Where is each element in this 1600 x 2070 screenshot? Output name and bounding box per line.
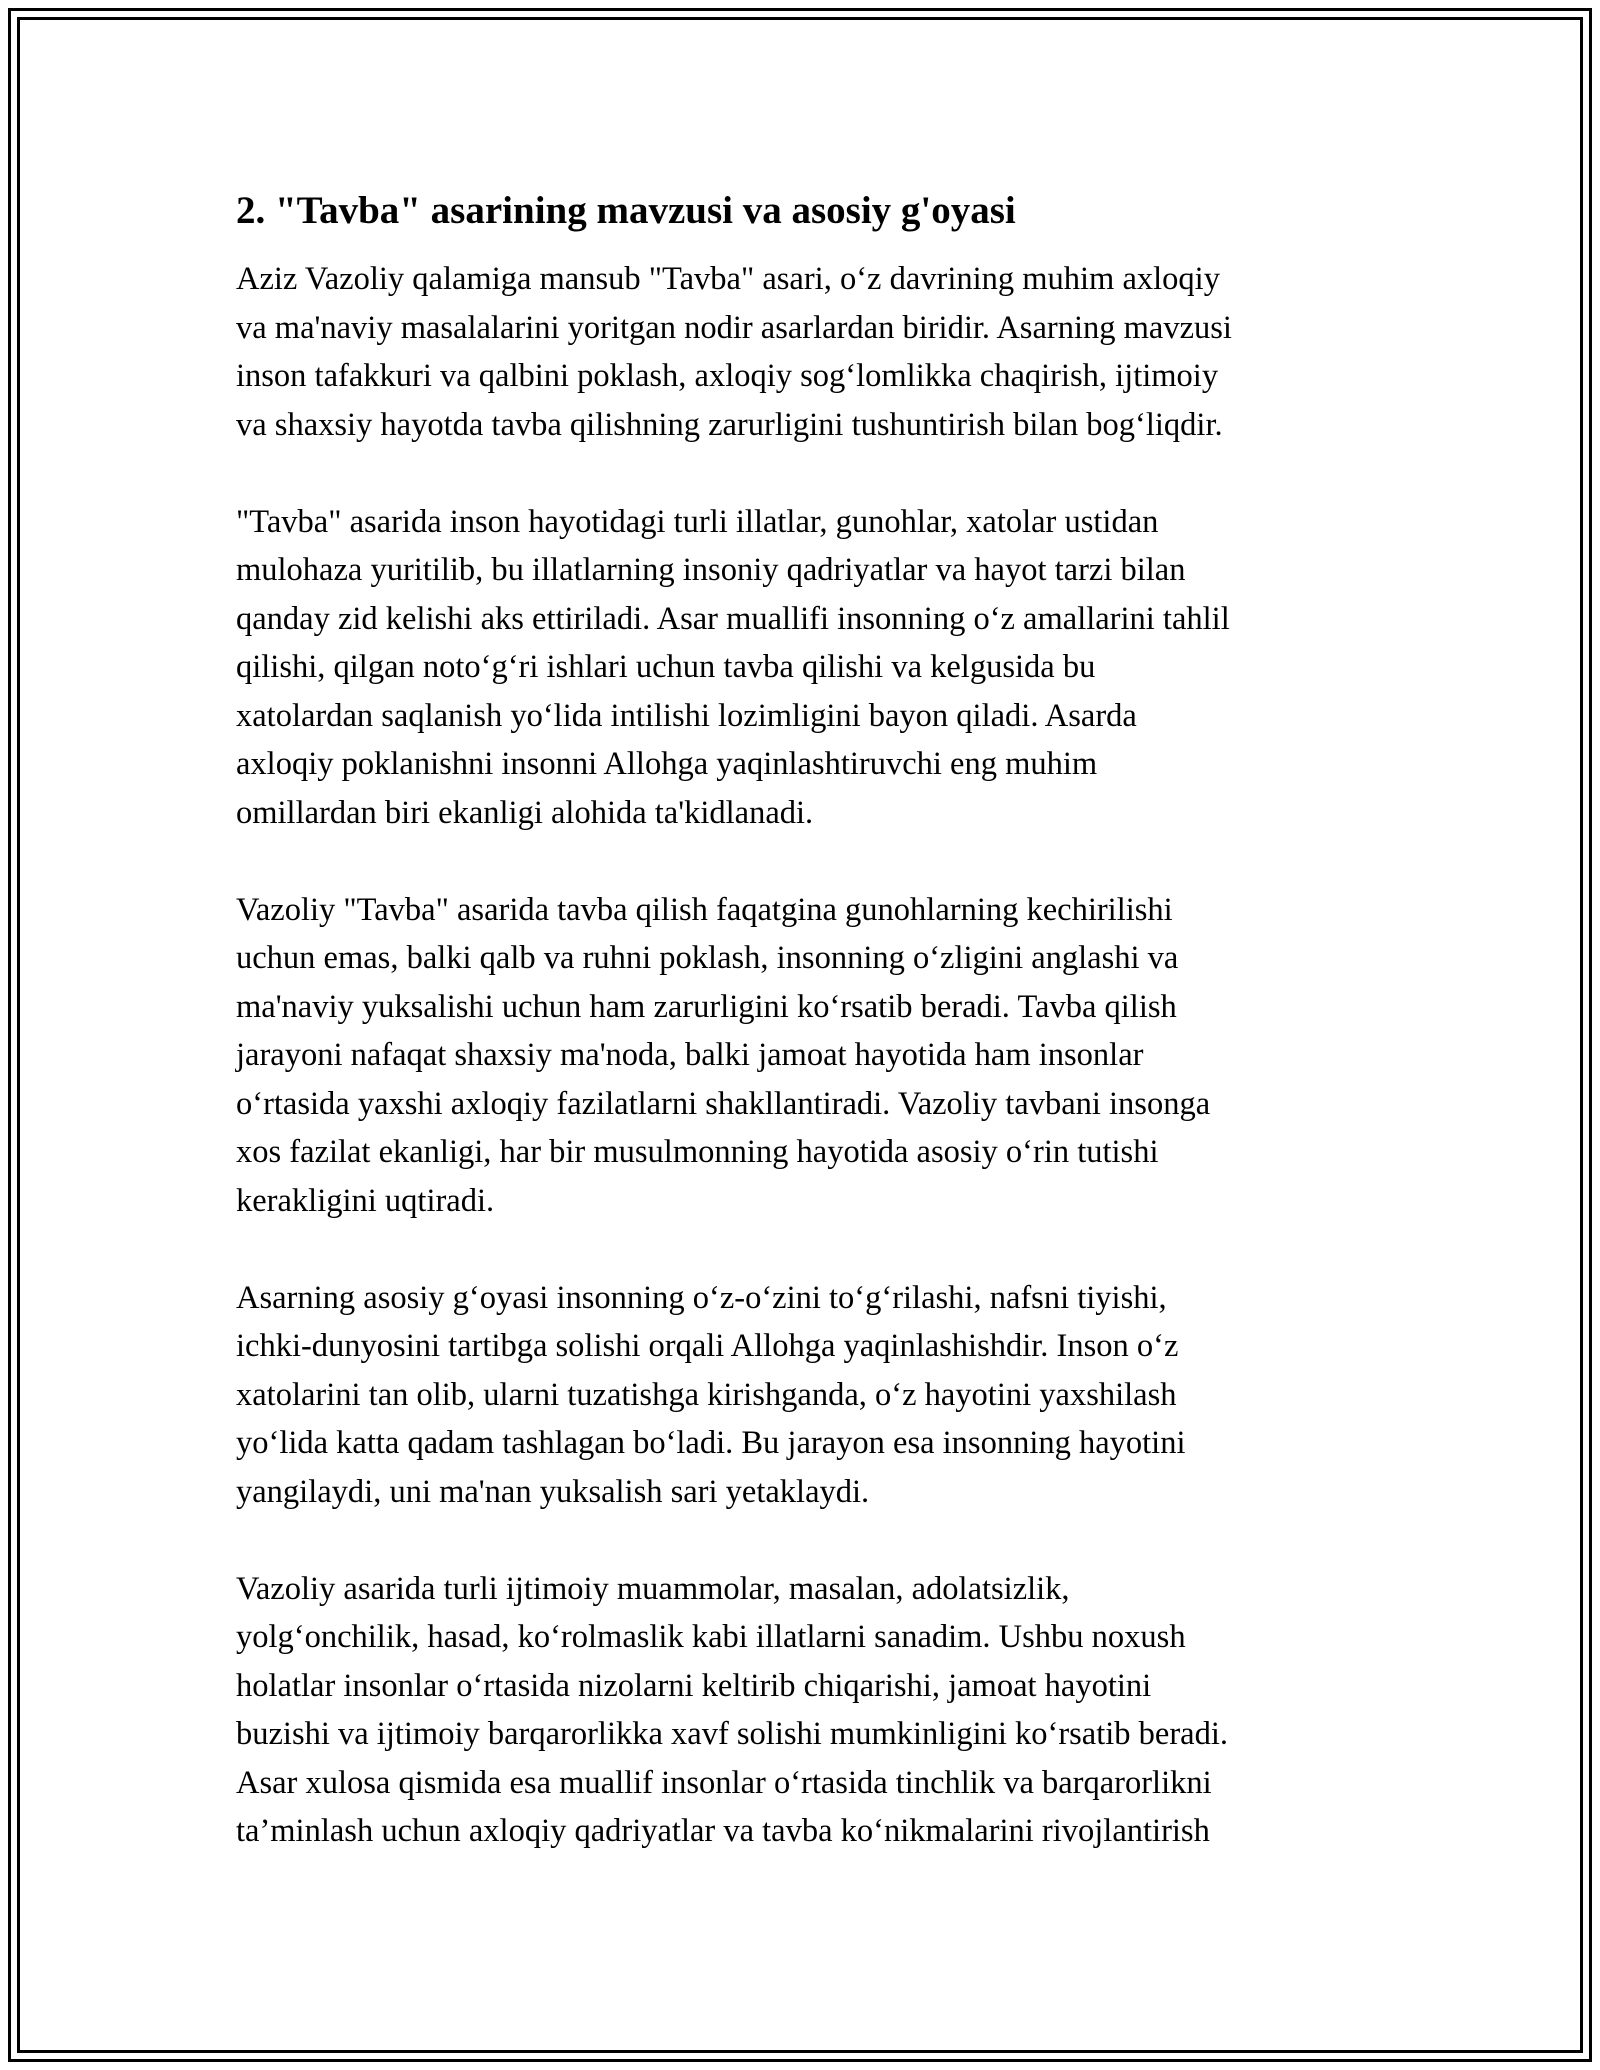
- text-line: ta’minlash uchun axloqiy qadriyatlar va tavba ko‘nikmalarini rivojlantirish: [236, 1813, 1210, 1849]
- text-line: Vazoliy asarida turli ijtimoiy muammolar, masalan, adolatsizlik,: [236, 1570, 1070, 1607]
- paragraph-3: [236, 886, 1376, 1226]
- text-line: axloqiy poklanishni insonni Allohga yaqinlashtiruvchi eng muhim: [236, 746, 1098, 782]
- text-line: xatolardan saqlanish yo‘lida intilishi lozimligini bayon qiladi. Asarda: [236, 697, 1137, 734]
- text-line: uchun emas, balki qalb va ruhni poklash, insonning o‘zligini anglashi va: [236, 940, 1179, 976]
- text-line: ichki-dunyosini tartibga solishi orqali Allohga yaqinlashishdir. Inson o‘z: [236, 1328, 1179, 1364]
- text-line: va shaxsiy hayotda tavba qilishning zarurligini tushuntirish bilan bog‘liqdir.: [236, 406, 1223, 443]
- text-line: qanday zid kelishi aks ettiriladi. Asar muallifi insonning o‘z amallarini tahlil: [236, 600, 1230, 637]
- text-line: yolg‘onchilik, hasad, ko‘rolmaslik kabi illatlarni sanadim. Ushbu noxush: [236, 1619, 1186, 1655]
- text-line: ma'naviy yuksalishi uchun ham zarurligini ko‘rsatib beradi. Tavba qilish: [236, 988, 1177, 1025]
- text-line: yangilaydi, uni ma'nan yuksalish sari yetaklaydi.: [236, 1473, 870, 1510]
- text-line: xos fazilat ekanligi, har bir musulmonning hayotida asosiy o‘rin tutishi: [236, 1134, 1159, 1170]
- paragraph-2: [236, 498, 1376, 838]
- text-line: Asarning asosiy g‘oyasi insonning o‘z-o‘zini to‘g‘rilashi, nafsni tiyishi,: [236, 1279, 1167, 1316]
- text-line: va ma'naviy masalalarini yoritgan nodir asarlardan biridir. Asarning mavzusi: [236, 309, 1232, 346]
- text-line: holatlar insonlar o‘rtasida nizolarni keltirib chiqarishi, jamoat hayotini: [236, 1667, 1152, 1704]
- text-line: mulohaza yuritilib, bu illatlarning insoniy qadriyatlar va hayot tarzi bilan: [236, 552, 1186, 588]
- text-line: qilishi, qilgan noto‘g‘ri ishlari uchun tavba qilishi va kelgusida bu: [236, 649, 1096, 685]
- text-line: o‘rtasida yaxshi axloqiy fazilatlarni shakllantiradi. Vazoliy tavbani insonga: [236, 1085, 1211, 1122]
- text-line: jarayoni nafaqat shaxsiy ma'noda, balki jamoat hayotida ham insonlar: [236, 1037, 1144, 1073]
- text-line: xatolarini tan olib, ularni tuzatishga kirishganda, o‘z hayotini yaxshilash: [236, 1376, 1177, 1413]
- text-line: Aziz Vazoliy qalamiga mansub "Tavba" asari, o‘z davrining muhim axloqiy: [236, 261, 1220, 297]
- text-line: buzishi va ijtimoiy barqarorlikka xavf solishi mumkinligini ko‘rsatib beradi.: [236, 1716, 1228, 1752]
- text-line: kerakligini uqtiradi.: [236, 1182, 495, 1219]
- text-line: omillardan biri ekanligi alohida ta'kidlanadi.: [236, 794, 814, 831]
- text-line: inson tafakkuri va qalbini poklash, axloqiy sog‘lomlikka chaqirish, ijtimoiy: [236, 358, 1219, 394]
- paragraph-4: [236, 1274, 1376, 1517]
- text-line: Vazoliy "Tavba" asarida tavba qilish faqatgina gunohlarning kechirilishi: [236, 891, 1173, 928]
- text-line: yo‘lida katta qadam tashlagan bo‘ladi. Bu jarayon esa insonning hayotini: [236, 1425, 1186, 1461]
- text-line: "Tavba" asarida inson hayotidagi turli illatlar, gunohlar, xatolar ustidan: [236, 503, 1159, 540]
- paragraph-1: [236, 255, 1376, 449]
- paragraph-5: [236, 1565, 1376, 1856]
- document-body: [236, 185, 1376, 1904]
- text-line: Asar xulosa qismida esa muallif insonlar o‘rtasida tinchlik va barqarorlikni: [236, 1764, 1212, 1801]
- section-heading: 2. "Tavba" asarining mavzusi va asosiy g'oyasi: [236, 189, 1016, 232]
